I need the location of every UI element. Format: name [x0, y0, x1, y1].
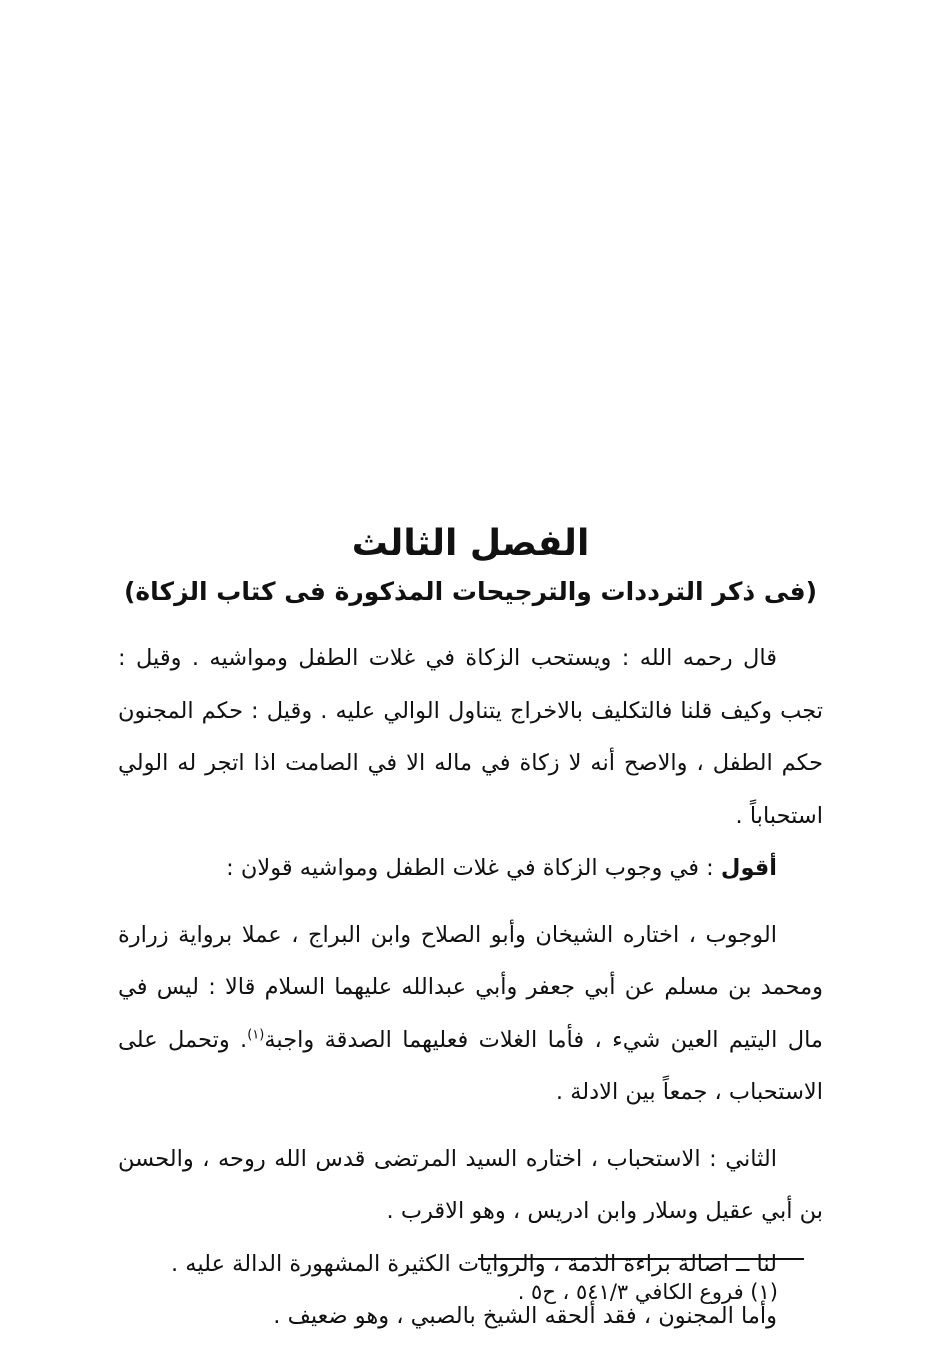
paragraph-first-view [118, 909, 823, 1119]
paragraph-opinion-intro-text: : في وجوب الزكاة في غلات الطفل ومواشيه قولان : [226, 855, 721, 881]
paragraph-lead-word: أقول [720, 855, 777, 881]
chapter-subtitle: (فى ذكر الترددات والترجيحات المذكورة فى كتاب الزكاة) [123, 577, 818, 606]
paragraph-opinion-intro [118, 842, 823, 895]
body-text [118, 632, 823, 1343]
footnote-marker[interactable]: (١) [247, 1027, 265, 1042]
paragraph-second-view: الثاني : الاستحباب ، اختاره السيد المرتضى قدس الله روحه ، والحسن بن أبي عقيل وسلار وابن ادريس ، وهو الاقرب . [118, 1145, 823, 1224]
footnote-divider [478, 1258, 804, 1260]
paragraph-insane-ruling: وأما المجنون ، فقد ألحقه الشيخ بالصبي ، وهو ضعيف . [273, 1303, 777, 1329]
paragraph-first-view-text: الوجوب ، اختاره الشيخان وأبو الصلاح وابن البراج ، عملا برواية زرارة ومحمد بن مسلم عن أبي جعفر وأبي عبدالله عليهما السلام قالا : ليس في مال اليتيم العين شيء ، فأما الغلات فعليهما الصدقة واجبة [118, 921, 823, 1053]
chapter-title: الفصل الثالث [351, 523, 590, 564]
footnote: (١) فروع الكافي ٥٤١/٣ ، ح٥ . [517, 1280, 778, 1304]
paragraph-quote: قال رحمه الله : ويستحب الزكاة في غلات الطفل ومواشيه . وقيل : تجب وكيف قلنا فالتكليف بالاخراج يتناول الوالي عليه . وقيل : حكم المجنون حكم الطفل ، والاصح أنه لا زكاة في ماله الا في الصامت اذا اتجر له الولي استحباباً . [118, 645, 823, 829]
paragraph-first-view-tail: . وتحمل على الاستحباب ، جمعاً بين الادلة . [118, 1026, 823, 1105]
paragraph-argument: لنا ــ اصالة براءة الذمة ، والروايات الكثيرة المشهورة الدالة عليه . [171, 1250, 777, 1277]
